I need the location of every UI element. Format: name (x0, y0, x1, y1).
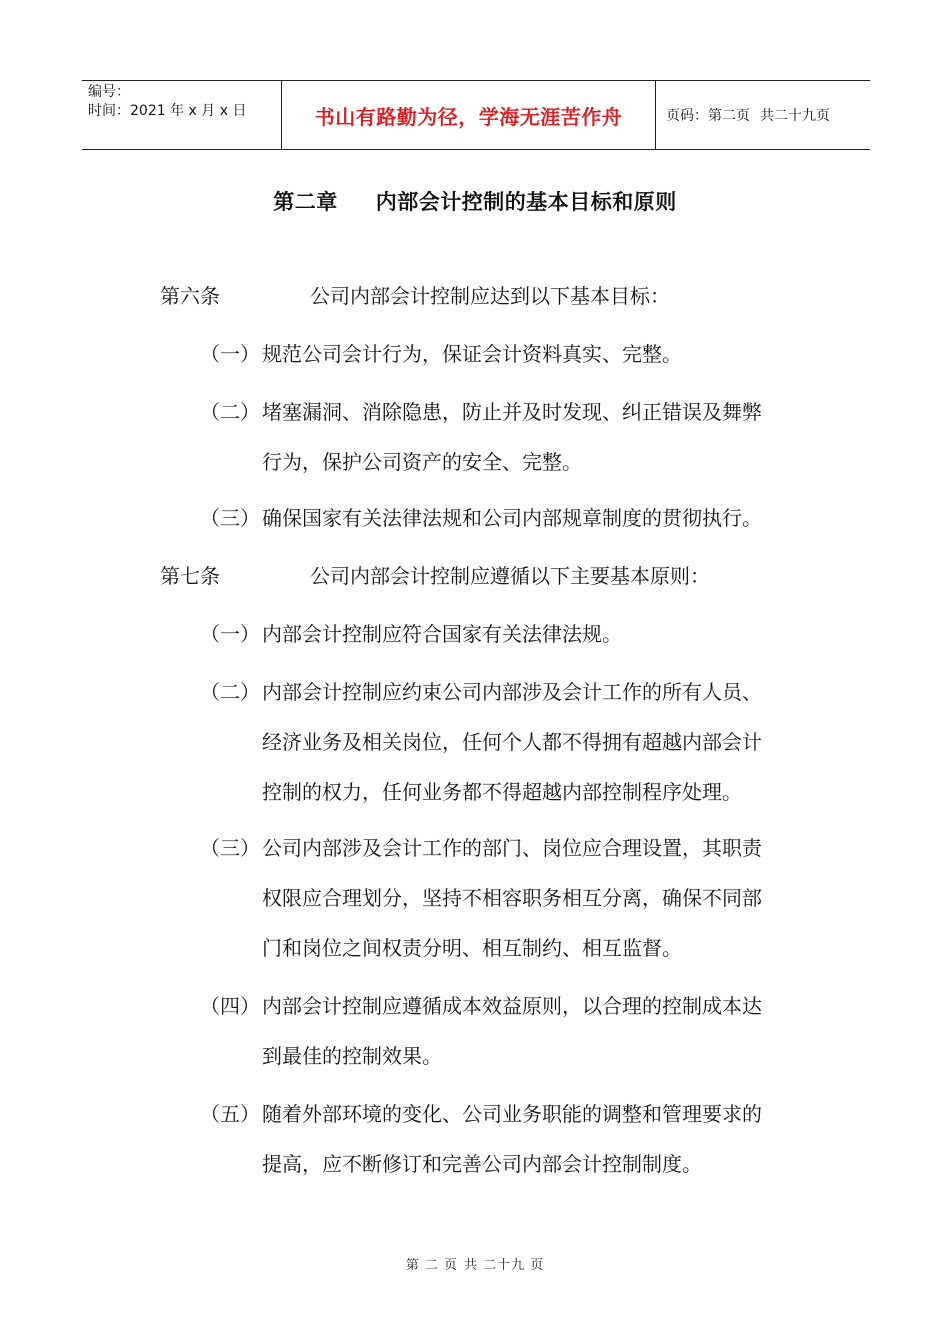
item-text: 内部会计控制应遵循成本效益原则，以合理的控制成本达 (262, 994, 762, 1018)
header-motto: 书山有路勤为径，学海无涯苦作舟 (282, 81, 656, 149)
footer-total: 共 二十九 页 (464, 1258, 545, 1273)
document-time-label: 时间：2021 年 x 月 x 日 (88, 103, 247, 119)
item-text: 行为，保护公司资产的安全、完整。 (262, 450, 582, 474)
item-text: 随着外部环境的变化、公司业务职能的调整和管理要求的 (262, 1102, 762, 1126)
item-text: 堵塞漏洞、消除隐患，防止并及时发现、纠正错误及舞弊 (262, 400, 762, 424)
item-text: 内部会计控制应约束公司内部涉及会计工作的所有人员、 (262, 680, 762, 704)
item-label: （四） (200, 994, 260, 1018)
item-label: （三） (200, 506, 260, 530)
item-text: 确保国家有关法律法规和公司内部规章制度的贯彻执行。 (262, 506, 762, 530)
chapter-title: 内部会计控制的基本目标和原则 (375, 190, 677, 214)
item-label: （三） (200, 836, 260, 860)
item-text: 内部会计控制应符合国家有关法律法规。 (262, 622, 622, 646)
document-number-label: 编号： (88, 84, 130, 100)
header-table (82, 80, 870, 150)
header-meta-cell (82, 81, 282, 149)
item-text: 提高，应不断修订和完善公司内部会计控制制度。 (262, 1152, 702, 1176)
item-text: 权限应合理划分，坚持不相容职务相互分离，确保不同部 (262, 886, 762, 910)
article-text: 公司内部会计控制应达到以下基本目标： (310, 284, 670, 308)
article-label: 第六条 (160, 284, 220, 308)
item-label: （二） (200, 680, 260, 704)
chapter-number: 第二章 (273, 190, 338, 214)
item-label: （五） (200, 1102, 260, 1126)
item-text: 控制的权力，任何业务都不得超越内部控制程序处理。 (262, 780, 742, 804)
item-text: 规范公司会计行为，保证会计资料真实、完整。 (262, 342, 682, 366)
chapter-heading (0, 186, 950, 216)
footer-page: 第 二 页 (405, 1258, 458, 1273)
item-text: 门和岗位之间权责分明、相互制约、相互监督。 (262, 936, 682, 960)
header-page-cell (656, 81, 870, 149)
header-total-label: 共二十九页 (760, 108, 830, 124)
item-label: （一） (200, 622, 260, 646)
item-text: 经济业务及相关岗位，任何个人都不得拥有超越内部会计 (262, 730, 762, 754)
item-label: （二） (200, 400, 260, 424)
page-footer (0, 1254, 950, 1273)
item-text: 公司内部涉及会计工作的部门、岗位应合理设置，其职责 (262, 836, 762, 860)
item-label: （一） (200, 342, 260, 366)
header-page-label: 页码：第二页 (666, 108, 750, 124)
article-text: 公司内部会计控制应遵循以下主要基本原则： (310, 564, 710, 588)
article-label: 第七条 (160, 564, 220, 588)
item-text: 到最佳的控制效果。 (262, 1044, 442, 1068)
